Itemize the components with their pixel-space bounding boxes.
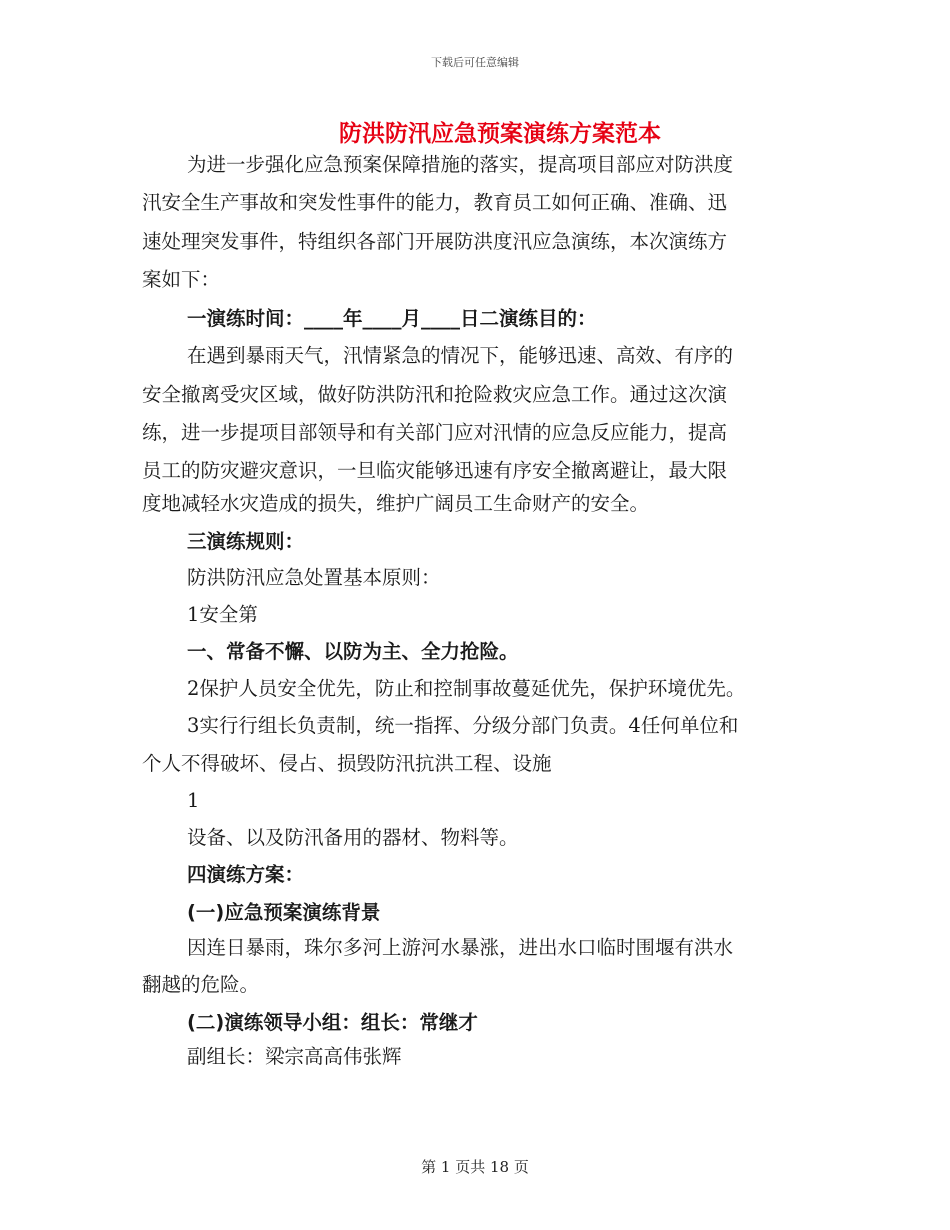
subsection2-heading: (二)演练领导小组：组长：常继才 [187,1011,478,1034]
document-title: 防洪防汛应急预案演练方案范本 [339,121,661,147]
page-header: 下载后可任意编辑 [431,56,519,69]
purpose-line-2: 安全撤离受灾区域，做好防洪防汛和抢险救灾应急工作。通过这次演 [142,383,728,406]
purpose-line-3: 练，进一步提项目部领导和有关部门应对汛情的应急反应能力，提高 [142,421,728,444]
rule-4-continued: 设备、以及防汛备用的器材、物料等。 [187,826,519,849]
principles-intro: 防洪防汛应急处置基本原则： [187,566,441,589]
purpose-line-4: 员工的防灾避灾意识，一旦临灾能够迅速有序安全撤离避让，最大限 [142,459,728,482]
deputy-leaders: 副组长：梁宗高高伟张辉 [187,1045,402,1068]
rule-1: 1安全第 [187,603,258,626]
intro-line-1: 为进一步强化应急预案保障措施的落实，提高项目部应对防洪度 [187,153,734,176]
subsection1-heading: (一)应急预案演练背景 [187,901,381,924]
rule-2: 2保护人员安全优先，防止和控制事故蔓延优先，保护环境优先。 [187,677,746,700]
purpose-line-5: 度地减轻水灾造成的损失，维护广阔员工生命财产的安全。 [142,492,650,515]
stray-number: 1 [187,789,200,812]
intro-line-4: 案如下： [142,268,221,291]
rule-3-line-2: 个人不得破坏、侵占、损毁防汛抗洪工程、设施 [142,752,552,775]
rule-1-bold: 一、常备不懈、以防为主、全力抢险。 [187,640,519,663]
rule-3-line-1: 3实行行组长负责制，统一指挥、分级分部门负责。4任何单位和 [187,714,739,737]
background-line-2: 翻越的危险。 [142,973,260,996]
background-line-1: 因连日暴雨，珠尔多河上游河水暴涨，进出水口临时围堰有洪水 [187,936,734,959]
page-footer: 第 1 页共 18 页 [421,1158,529,1176]
intro-line-3: 速处理突发事件，特组织各部门开展防洪度汛应急演练，本次演练方 [142,230,728,253]
purpose-line-1: 在遇到暴雨天气，汛情紧急的情况下，能够迅速、高效、有序的 [187,344,734,367]
section4-heading: 四演练方案： [187,863,305,886]
intro-line-2: 汛安全生产事故和突发性事件的能力，教育员工如何正确、准确、迅 [142,191,728,214]
section1-heading: 一演练时间：____年____月____日二演练目的： [187,307,597,330]
section3-heading: 三演练规则： [187,530,305,553]
